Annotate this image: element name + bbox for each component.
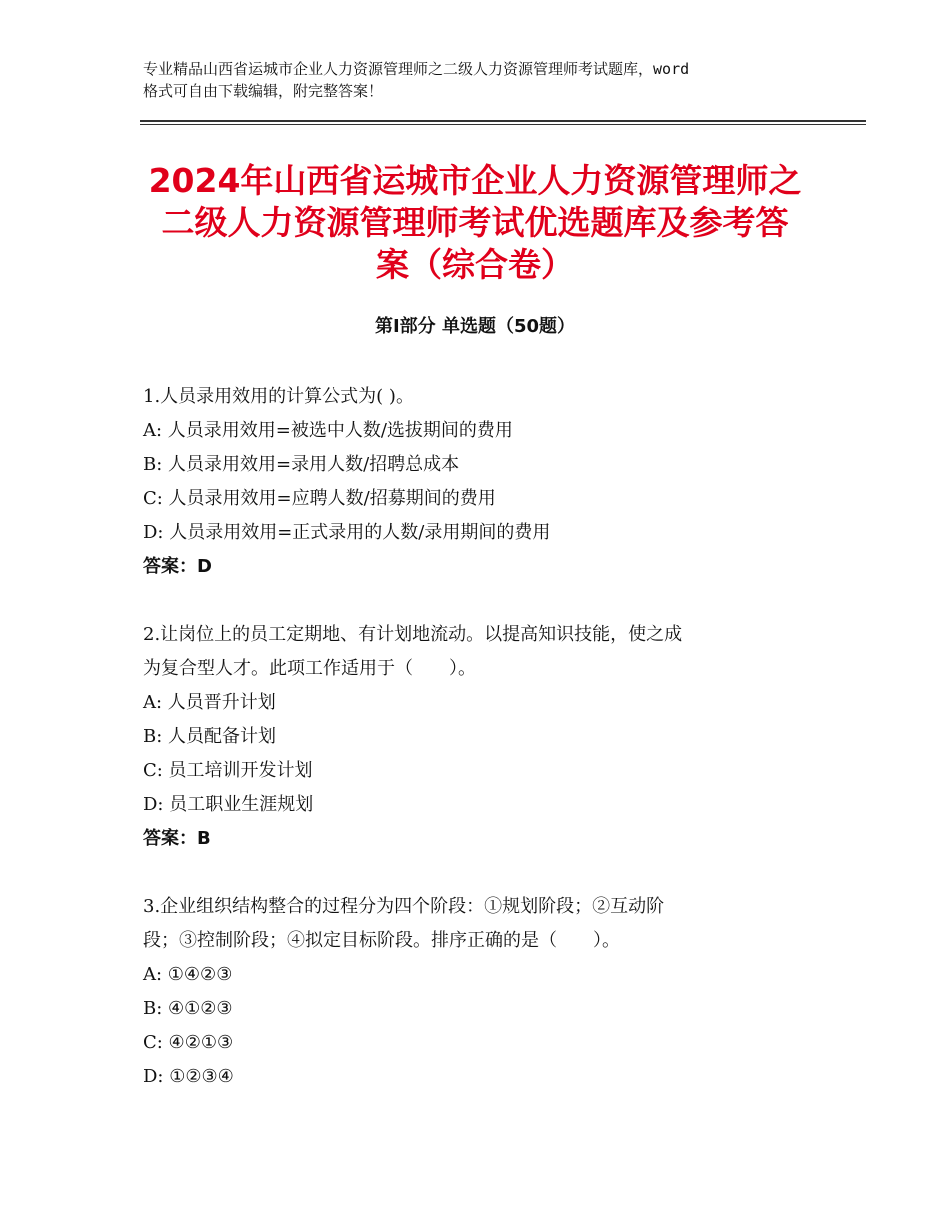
title-line-1: 2024年山西省运城市企业人力资源管理师之 (148, 161, 802, 200)
option-b: B: ④①②③ (143, 998, 233, 1019)
question-2 (143, 618, 823, 856)
header-note-line-1: 专业精品山西省运城市企业人力资源管理师之二级人力资源管理师考试题库，word (143, 60, 690, 78)
answer-label: 答案：D (143, 556, 212, 577)
option-d: D: 员工职业生涯规划 (143, 794, 314, 815)
option-a: A: ①④②③ (143, 964, 233, 985)
question-list (143, 380, 823, 1128)
option-c: C: ④②①③ (143, 1032, 234, 1053)
option-b: B: 人员配备计划 (143, 726, 277, 747)
document-title (140, 160, 810, 286)
option-d: D: ①②③④ (143, 1066, 234, 1087)
answer-label: 答案：B (143, 828, 211, 849)
header-divider-thick (140, 120, 866, 122)
header-note (143, 58, 823, 102)
question-stem: 3.企业组织结构整合的过程分为四个阶段：①规划阶段；②互动阶 (143, 896, 665, 917)
option-d: D: 人员录用效用=正式录用的人数/录用期间的费用 (143, 522, 551, 543)
question-stem: 1.人员录用效用的计算公式为( )。 (143, 386, 414, 407)
question-stem: 2.让岗位上的员工定期地、有计划地流动。以提高知识技能，使之成 (143, 624, 683, 645)
section-title: 第Ⅰ部分 单选题（50题） (374, 316, 575, 337)
title-line-2: 二级人力资源管理师考试优选题库及参考答 (161, 203, 789, 242)
question-1 (143, 380, 823, 584)
title-line-3: 案（综合卷） (376, 245, 574, 284)
question-stem-continued: 为复合型人才。此项工作适用于（ ）。 (143, 658, 476, 679)
question-stem-continued: 段；③控制阶段；④拟定目标阶段。排序正确的是（ ）。 (143, 930, 620, 951)
option-a: A: 人员录用效用=被选中人数/选拔期间的费用 (143, 420, 513, 441)
question-3 (143, 890, 823, 1094)
header-divider-thin (140, 124, 866, 125)
option-a: A: 人员晋升计划 (143, 692, 276, 713)
option-b: B: 人员录用效用=录用人数/招聘总成本 (143, 454, 460, 475)
option-c: C: 人员录用效用=应聘人数/招募期间的费用 (143, 488, 496, 509)
header-note-line-2: 格式可自由下载编辑，附完整答案！ (143, 82, 384, 100)
option-c: C: 员工培训开发计划 (143, 760, 313, 781)
